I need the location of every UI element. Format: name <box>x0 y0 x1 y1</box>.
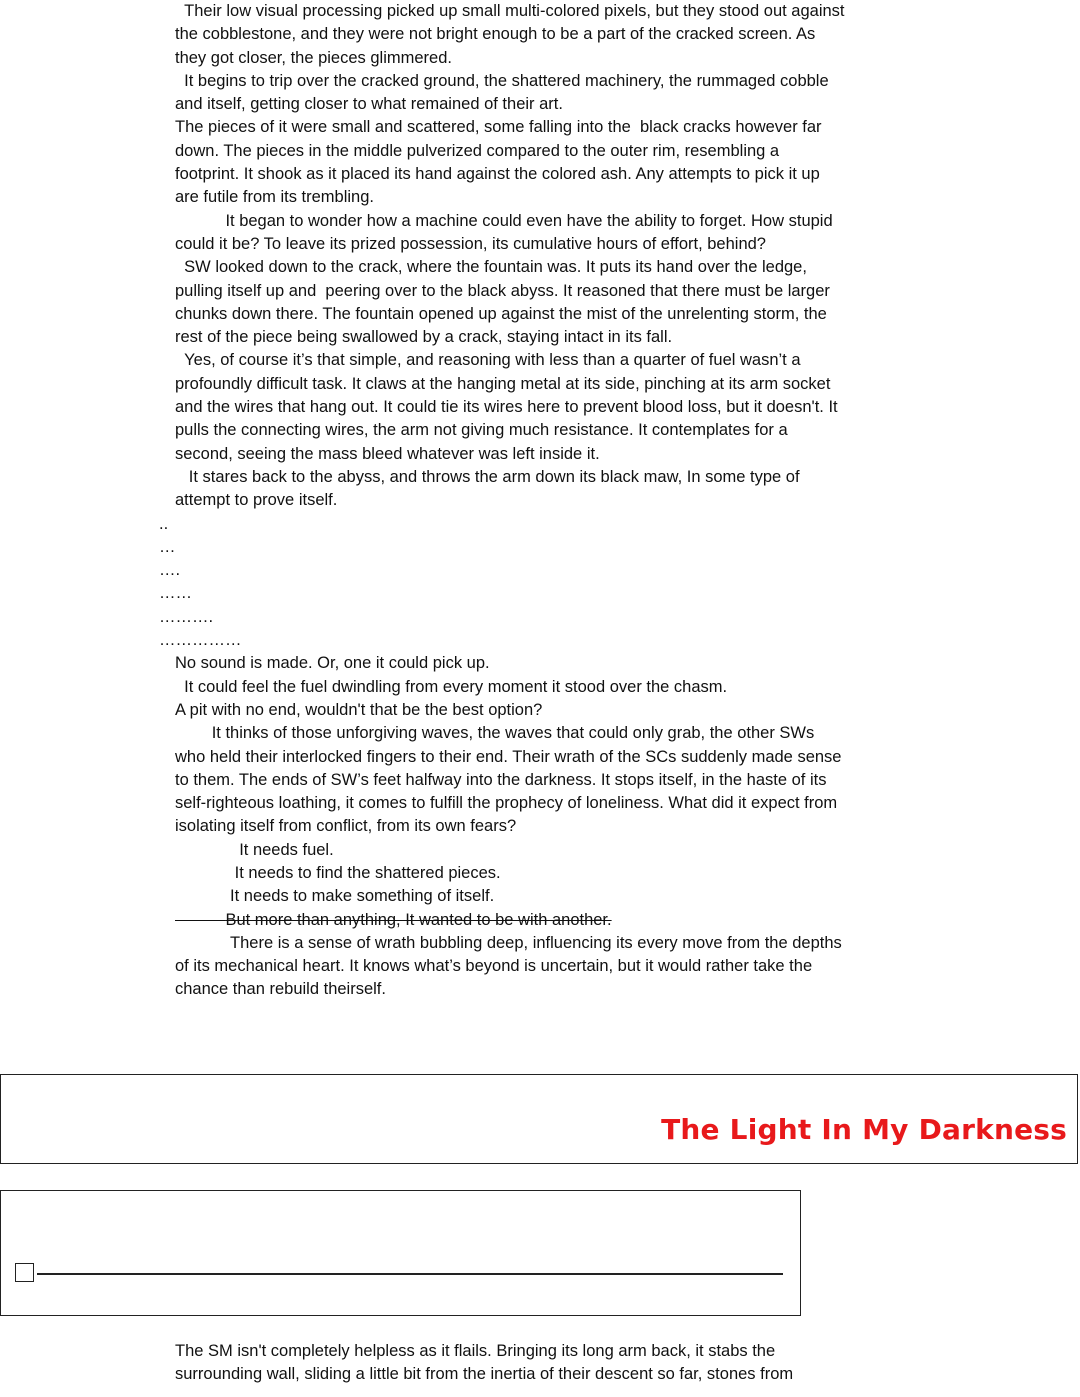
paragraph: It began to wonder how a machine could even have the ability to forget. How stupid could it be? To leave its prized possession, its cumulative hours of effort, behind? <box>175 211 838 253</box>
ellipsis-line: …. <box>159 561 181 580</box>
checkbox-icon[interactable] <box>15 1263 34 1282</box>
paragraph: No sound is made. Or, one it could pick up. <box>175 654 490 673</box>
paragraph: It thinks of those unforgiving waves, the waves that could only grab, the other SWs who held their interlocked fingers to their end. Their wrath of the SCs suddenly made sense to them. The ends of SW’s feet halfway into the darkness. It stops itself, in the haste of its self-righteous loathing, it comes to fulfill the prophecy of loneliness. What did it expect from isolating itself from conflict, from its own fears? <box>175 724 847 836</box>
paragraph: There is a sense of wrath bubbling deep, influencing its every move from the depths of its mechanical heart. It knows what’s beyond is uncertain, but it would rather take the chance than rebuild theirself. <box>175 933 847 999</box>
ellipsis-line: ………. <box>159 607 214 626</box>
ellipsis-line: … <box>159 537 176 556</box>
checkbox-box <box>0 1190 801 1316</box>
next-section-text <box>175 1340 845 1387</box>
paragraph: It stares back to the abyss, and throws the arm down its black maw, In some type of attempt to prove itself. <box>175 467 805 510</box>
ellipsis-line: …………… <box>159 631 242 650</box>
paragraph: It begins to trip over the cracked ground, the shattered machinery, the rummaged cobble and itself, getting closer to what remained of their art. <box>175 71 834 114</box>
paragraph: Their low visual processing picked up small multi-colored pixels, but they stood out against the cobblestone, and they were not bright enough to be a part of the cracked screen. As they got closer, the pieces glimmered. <box>175 2 850 67</box>
paragraph: The SM isn't completely helpless as it flails. Bringing its long arm back, it stabs the surrounding wall, sliding a little bit from the inertia of their descent so far, stones from <box>175 1342 794 1384</box>
paragraph: Yes, of course it’s that simple, and reasoning with less than a quarter of fuel wasn’t a profoundly difficult task. It claws at the hanging metal at its side, pinching at its arm socket and the wires that hang out. It could tie its wires here to prevent blood loss, but it doesn't. It pulls the connecting wires, the arm not giving much resistance. It contemplates for a second, seeing the mass bleed whatever was left inside it. <box>175 351 843 463</box>
struck-line: But more than anything, It wanted to be with another. <box>175 910 612 929</box>
needs-line: It needs fuel. <box>175 840 334 859</box>
horizontal-rule <box>37 1273 783 1275</box>
paragraph: The pieces of it were small and scattered, some falling into the black cracks however far down. The pieces in the middle pulverized compared to the outer rim, resembling a footprint. It shook as it placed its hand against the colored ash. Any attempts to pick it up are futile from its trembling. <box>175 118 827 207</box>
story-text <box>159 0 850 1002</box>
paragraph: It could feel the fuel dwindling from every moment it stood over the chasm. <box>175 677 728 696</box>
needs-line: It needs to make something of itself. <box>175 887 495 906</box>
needs-line: It needs to find the shattered pieces. <box>175 863 501 882</box>
paragraph: SW looked down to the crack, where the fountain was. It puts its hand over the ledge, pulling itself up and peering over to the black abyss. It reasoned that there must be larger chunks down there. The fountain opened up against the mist of the unrelenting storm, the rest of the piece being swallowed by a crack, staying intact in its fall. <box>175 258 835 347</box>
paragraph: A pit with no end, wouldn't that be the best option? <box>175 700 543 719</box>
chapter-title: The Light In My Darkness <box>661 1113 1067 1146</box>
ellipsis-line: …… <box>159 584 192 603</box>
ellipsis-line: .. <box>159 514 169 533</box>
chapter-title-box <box>0 1074 1078 1164</box>
